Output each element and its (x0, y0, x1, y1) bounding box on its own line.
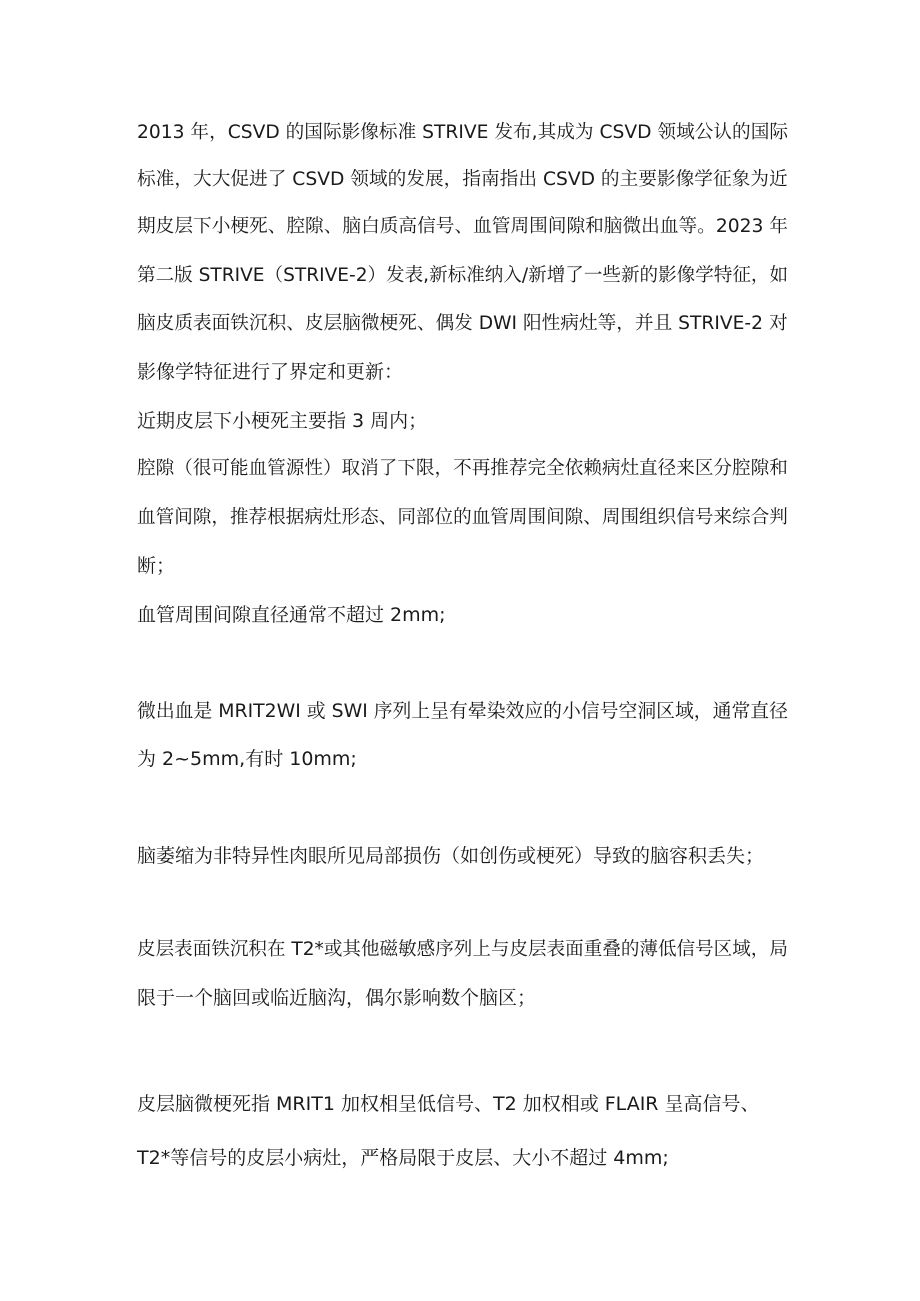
text-line: 断； (137, 555, 176, 577)
text-line: 限于一个脑回或临近脑沟，偶尔影响数个脑区； (137, 987, 537, 1009)
text-line: 皮层脑微梗死指 MRIT1 加权相呈低信号、T2 加权相或 FLAIR 呈高信号、 (137, 1093, 760, 1115)
text-line: 第二版 STRIVE（STRIVE-2）发表,新标准纳入/新增了一些新的影像学特征，如 (137, 265, 789, 286)
text-line: 2013 年，CSVD 的国际影像标准 STRIVE 发布,其成为 CSVD 领域公认的国际 (137, 122, 789, 143)
text-line: 血管周围间隙直径通常不超过 2mm; (137, 604, 446, 626)
text-line: 脑萎缩为非特异性肉眼所见局部损伤（如创伤或梗死）导致的脑容积丢失； (137, 845, 765, 867)
text-line: 腔隙（很可能血管源性）取消了下限，不再推荐完全依赖病灶直径来区分腔隙和 (137, 458, 788, 479)
text-line: 影像学特征进行了界定和更新： (137, 361, 404, 383)
text-line: 微出血是 MRIT2WI 或 SWI 序列上呈有晕染效应的小信号空洞区域，通常直径 (137, 701, 788, 722)
text-line: T2*等信号的皮层小病灶，严格局限于皮层、大小不超过 4mm; (137, 1147, 669, 1169)
text-line: 近期皮层下小梗死主要指 3 周内； (137, 410, 428, 432)
text-line: 血管间隙，推荐根据病灶形态、同部位的血管周围间隙、周围组织信号来综合判 (137, 507, 788, 528)
text-line: 为 2~5mm,有时 10mm; (137, 748, 357, 770)
text-line: 期皮层下小梗死、腔隙、脑白质高信号、血管周围间隙和脑微出血等。2023 年 (137, 216, 788, 237)
text-line: 皮层表面铁沉积在 T2*或其他磁敏感序列上与皮层表面重叠的薄低信号区域，局 (137, 939, 788, 960)
text-line: 标准，大大促进了 CSVD 领域的发展，指南指出 CSVD 的主要影像学征象为近 (137, 169, 788, 190)
text-line: 脑皮质表面铁沉积、皮层脑微梗死、偶发 DWI 阳性病灶等，并且 STRIVE-2 对 (137, 313, 788, 334)
